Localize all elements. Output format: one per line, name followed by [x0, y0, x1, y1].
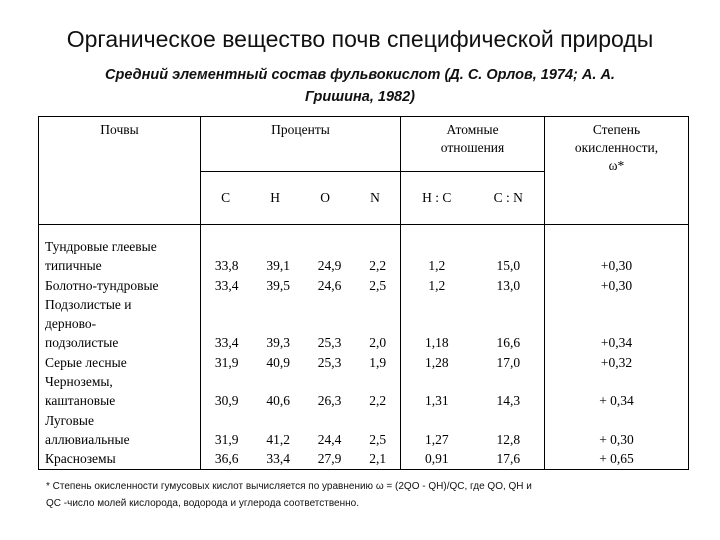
header-oxid-line-2: окисленности,	[574, 140, 659, 155]
value-hc: 1,2	[428, 277, 446, 293]
value-n	[369, 295, 386, 314]
column-n	[369, 237, 386, 469]
caption-line-1: Средний элементный состав фульвокислот (Д. С. Орлов, 1974; А. А.	[105, 67, 615, 83]
header-oxid-line-1: Степень	[592, 122, 641, 137]
value-o: 27,9	[317, 451, 342, 467]
soil-name-line: подзолистые	[45, 335, 119, 351]
value-omega	[599, 372, 634, 391]
value-h: 41,2	[266, 431, 290, 447]
header-oxidation-degree	[545, 117, 689, 225]
header-oxid-line-3: ω*	[608, 158, 625, 173]
column-cn	[496, 237, 520, 469]
value-o: 25,3	[317, 335, 342, 351]
value-o	[318, 411, 342, 430]
subheader-c: C	[221, 190, 231, 205]
value-h: 33,4	[266, 451, 290, 467]
column-h	[266, 237, 290, 469]
value-o: 24,9	[317, 258, 342, 274]
value-n	[369, 237, 386, 256]
value-c: 31,9	[214, 354, 239, 370]
value-hc	[425, 411, 449, 430]
value-n: 1,9	[369, 354, 387, 370]
value-cn: 13,0	[496, 277, 521, 293]
header-atomic-ratios	[401, 117, 545, 172]
value-c: 33,8	[214, 258, 239, 274]
value-h	[266, 411, 290, 430]
subheader-n: N	[370, 190, 380, 205]
header-soils: Почвы	[39, 117, 201, 225]
value-h: 39,3	[266, 335, 290, 351]
value-cn: 14,3	[496, 393, 521, 409]
footnote-line-2: QC -число молей кислорода, водорода и углерода соответственно.	[46, 498, 359, 509]
value-n: 2,2	[369, 393, 387, 409]
value-omega	[599, 411, 634, 430]
value-omega: +0,34	[600, 335, 633, 351]
value-cn	[496, 295, 520, 314]
soil-name-line: Болотно-тундровые	[45, 277, 159, 293]
value-h	[266, 295, 290, 314]
value-cn: 17,6	[496, 451, 521, 467]
value-o	[318, 295, 342, 314]
soil-names-list	[45, 237, 200, 469]
soil-name-line: аллювиальные	[45, 431, 130, 447]
value-cn	[496, 237, 520, 256]
value-omega: + 0,65	[599, 451, 634, 467]
value-c	[215, 237, 239, 256]
value-c	[215, 411, 239, 430]
oxidation-values-cell	[545, 225, 689, 470]
soil-name-line: Подзолистые и	[45, 296, 132, 312]
value-omega	[599, 314, 634, 333]
value-omega	[599, 237, 634, 256]
value-omega: +0,32	[600, 354, 633, 370]
subheader-atomic	[401, 172, 545, 225]
value-hc: 1,28	[424, 354, 449, 370]
value-h: 39,5	[266, 277, 290, 293]
subheader-percent	[201, 172, 401, 225]
value-c: 33,4	[214, 277, 239, 293]
footnote	[46, 478, 686, 512]
value-h: 40,6	[266, 393, 290, 409]
subheader-o: O	[320, 190, 330, 205]
soil-name-line: Луговые	[45, 412, 94, 428]
value-n: 2,1	[369, 451, 387, 467]
value-n: 2,5	[369, 277, 387, 293]
elemental-composition-table	[38, 116, 689, 470]
value-hc	[425, 372, 449, 391]
page-title: Органическое вещество почв специфической природы	[66, 26, 654, 52]
value-cn: 12,8	[496, 431, 521, 447]
value-hc: 1,31	[424, 393, 449, 409]
column-omega	[599, 237, 634, 469]
value-cn: 16,6	[496, 335, 521, 351]
soil-names-cell	[39, 225, 201, 470]
value-omega: +0,30	[600, 277, 633, 293]
value-hc	[425, 295, 449, 314]
soil-name-line: Черноземы,	[45, 374, 113, 390]
value-c: 30,9	[214, 393, 239, 409]
value-hc: 0,91	[424, 451, 449, 467]
value-n: 2,5	[369, 431, 387, 447]
value-omega: + 0,34	[599, 393, 634, 409]
value-n: 2,2	[369, 258, 387, 274]
column-hc	[425, 237, 449, 469]
value-n	[369, 372, 386, 391]
value-c: 33,4	[214, 335, 239, 351]
value-o	[318, 314, 342, 333]
value-cn: 17,0	[496, 354, 521, 370]
value-o	[318, 237, 342, 256]
value-o: 24,6	[317, 277, 342, 293]
value-h: 40,9	[266, 354, 290, 370]
value-h	[266, 372, 290, 391]
column-o	[318, 237, 342, 469]
soil-name-line: Тундровые глеевые	[45, 239, 157, 254]
value-c	[215, 314, 239, 333]
soil-name-line: каштановые	[45, 393, 116, 409]
value-cn	[496, 314, 520, 333]
value-hc	[425, 314, 449, 333]
value-c: 36,6	[214, 451, 239, 467]
subheader-hc: H : C	[422, 190, 452, 205]
subheader-cn: C : N	[493, 190, 523, 205]
value-omega: + 0,30	[599, 431, 634, 447]
value-hc: 1,18	[424, 335, 449, 351]
value-o: 24,4	[317, 431, 342, 447]
value-cn	[496, 372, 520, 391]
value-c: 31,9	[214, 431, 239, 447]
value-o: 25,3	[317, 354, 342, 370]
soil-name-line: Красноземы	[45, 451, 116, 467]
value-hc: 1,2	[428, 258, 446, 274]
header-percent: Проценты	[201, 117, 401, 172]
atomic-values-cell	[401, 225, 545, 470]
table-caption	[60, 64, 660, 108]
value-omega	[599, 295, 634, 314]
subheader-h: H	[270, 190, 281, 205]
value-h	[266, 314, 290, 333]
footnote-line-1: * Степень окисленности гумусовых кислот вычисляется по уравнению ω = (2QO - QH)/QC, где QO, QH и	[46, 481, 532, 492]
value-hc: 1,27	[424, 431, 449, 447]
value-h: 39,1	[266, 258, 290, 274]
column-c	[215, 237, 239, 469]
value-n: 2,0	[369, 335, 387, 351]
header-atomic-line-1: Атомные	[446, 122, 499, 137]
value-n	[369, 314, 386, 333]
value-c	[215, 372, 239, 391]
value-cn: 15,0	[496, 258, 521, 274]
value-c	[215, 295, 239, 314]
value-hc	[425, 237, 449, 256]
value-o: 26,3	[317, 393, 342, 409]
percent-values-cell	[201, 225, 401, 470]
soil-name-line: Серые лесные	[45, 354, 127, 370]
soil-name-line: типичные	[45, 258, 102, 274]
value-h	[266, 237, 290, 256]
value-n	[369, 411, 386, 430]
header-atomic-line-2: отношения	[440, 140, 505, 155]
value-omega: +0,30	[600, 258, 633, 274]
value-o	[318, 372, 342, 391]
soil-name-line: дерново-	[45, 316, 97, 332]
caption-line-2: Гришина, 1982)	[305, 89, 415, 105]
value-cn	[496, 411, 520, 430]
